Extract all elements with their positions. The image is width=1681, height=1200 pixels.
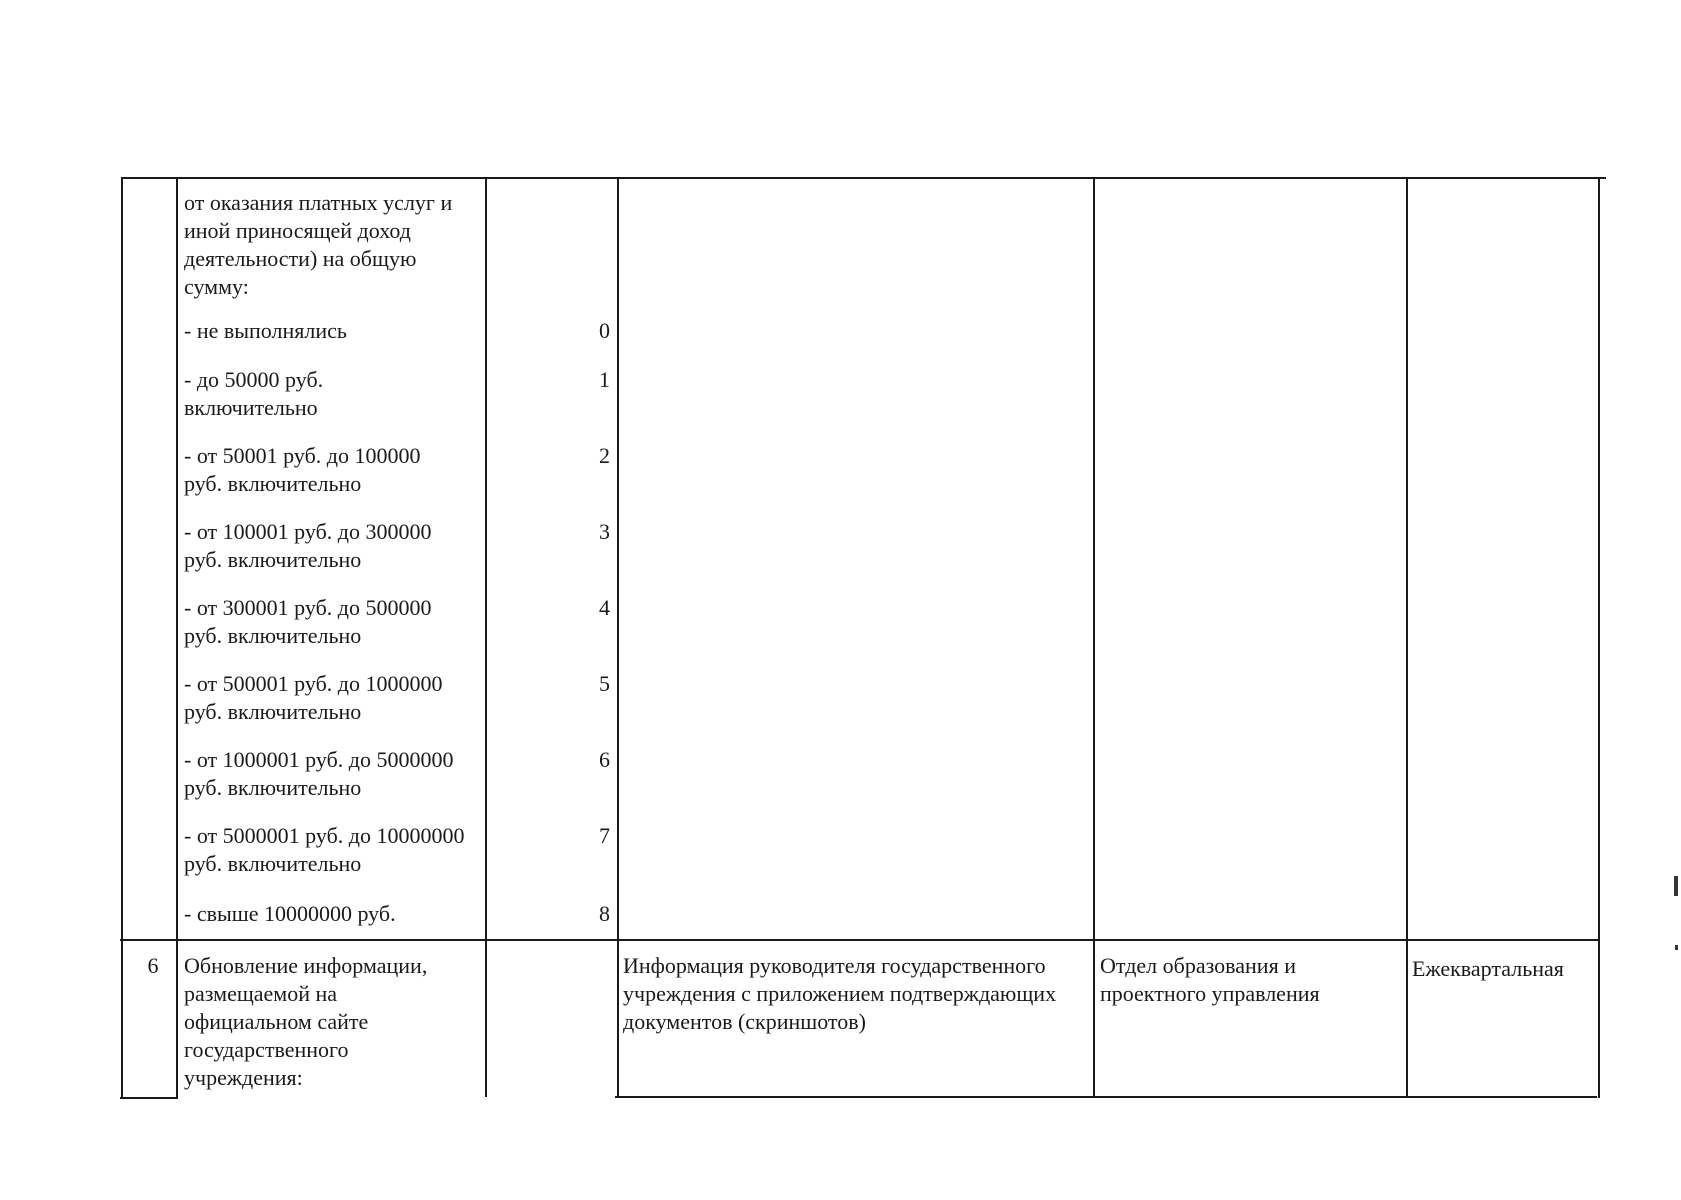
option-label: - от 300001 руб. до 500000 руб. включительно xyxy=(184,595,437,648)
column-divider-1 xyxy=(176,177,178,1099)
column-divider-2 xyxy=(485,177,487,1097)
source-text: Информация руководителя государственного учреждения с приложением подтверждающих документов (скриншотов) xyxy=(623,953,1062,1034)
option-score: 7 xyxy=(599,823,610,848)
scan-artifact xyxy=(1675,945,1678,950)
option-score: 6 xyxy=(599,747,610,772)
option-score: 5 xyxy=(599,671,610,696)
option-label: - не выполнялись xyxy=(184,318,347,343)
option-label: - от 50001 руб. до 100000 руб. включительно xyxy=(184,443,426,496)
row-number: 6 xyxy=(147,953,159,978)
table-row-divider xyxy=(120,939,1600,941)
option-score: 4 xyxy=(599,595,610,620)
option-score: 8 xyxy=(599,901,610,926)
frequency-text: Ежеквартальная xyxy=(1412,956,1564,981)
column-divider-3 xyxy=(617,177,619,1098)
option-score: 1 xyxy=(599,367,610,392)
indicator-text: Обновление информации, размещаемой на официальном сайте государственного учреждения: xyxy=(184,953,433,1090)
continuation-text: от оказания платных услуг и иной приносящей доход деятельности) на общую сумму: xyxy=(184,190,458,299)
option-label: - до 50000 руб. включительно xyxy=(184,367,329,420)
responsible-text: Отдел образования и проектного управления xyxy=(1100,953,1320,1006)
table-top-border xyxy=(122,177,1606,179)
option-label: - свыше 10000000 руб. xyxy=(184,901,396,926)
column-divider-5 xyxy=(1406,177,1408,1098)
scan-artifact xyxy=(1674,876,1678,896)
table-right-border xyxy=(1598,177,1600,1098)
option-label: - от 1000001 руб. до 5000000 руб. включительно xyxy=(184,747,459,800)
table-left-border xyxy=(121,177,123,1099)
option-label: - от 100001 руб. до 300000 руб. включительно xyxy=(184,519,437,572)
table-bottom-border xyxy=(615,1096,1597,1098)
option-label: - от 500001 руб. до 1000000 руб. включительно xyxy=(184,671,448,724)
option-score: 3 xyxy=(599,519,610,544)
option-score: 2 xyxy=(599,443,610,468)
column-divider-4 xyxy=(1093,177,1095,1098)
table-bottom-border xyxy=(120,1097,176,1099)
option-score: 0 xyxy=(599,318,610,343)
option-label: - от 5000001 руб. до 10000000 руб. включительно xyxy=(184,823,470,876)
